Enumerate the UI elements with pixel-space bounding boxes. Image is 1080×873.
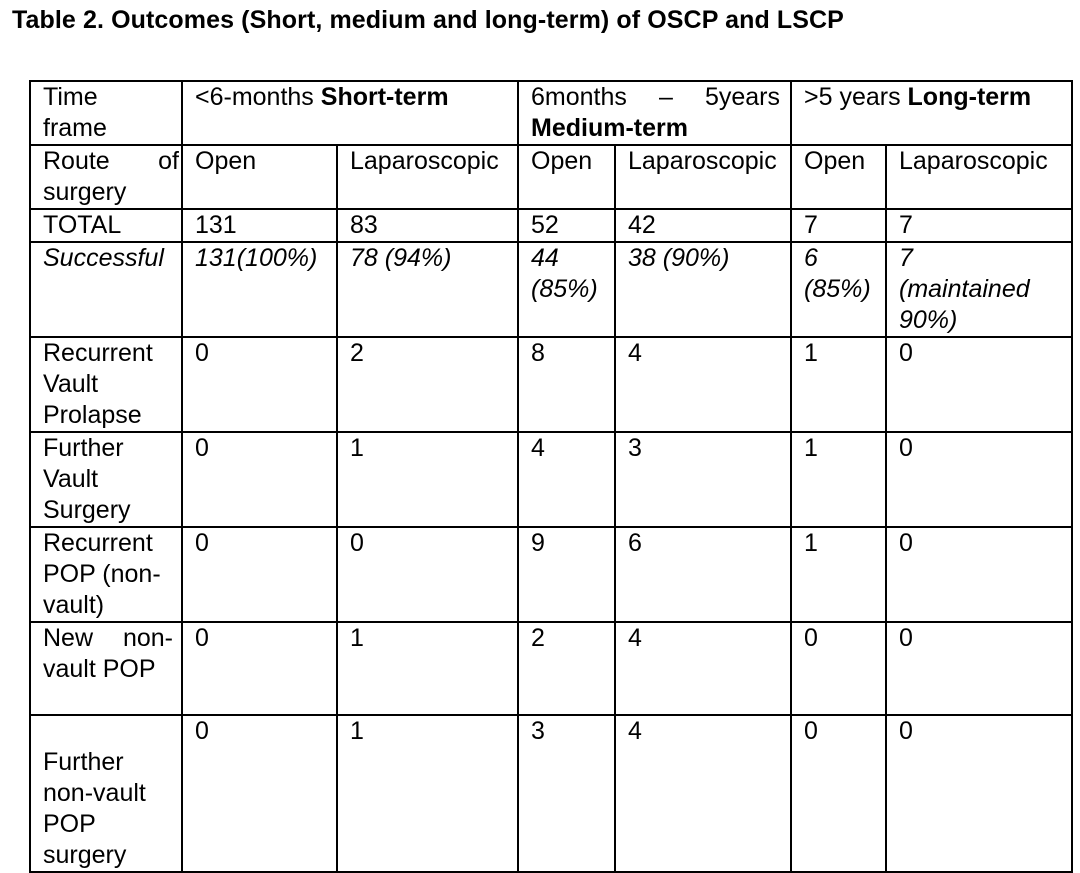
short-term-header xyxy=(182,81,518,145)
row-label-cell xyxy=(30,527,182,622)
successful-line: 44 xyxy=(531,244,559,272)
value-cell: 2 xyxy=(337,337,518,432)
successful-line: 78 (94%) xyxy=(350,244,452,272)
recurrent-pop-non-vault-row xyxy=(30,527,1072,622)
medium-term-range: 6months – 5years xyxy=(531,83,780,111)
value-cell: 0 xyxy=(886,527,1072,622)
short-term-label: Short-term xyxy=(320,83,449,111)
value-cell: 1 xyxy=(337,715,518,872)
label-spacer xyxy=(43,716,179,747)
row-label-line: Further xyxy=(43,434,124,462)
timeframe-label-line: Time xyxy=(43,83,98,111)
new-non-vault-pop-row xyxy=(30,622,1072,715)
value-cell: 8 xyxy=(518,337,615,432)
total-cell: 42 xyxy=(615,209,791,242)
outcomes-table xyxy=(29,80,1073,873)
further-non-vault-pop-surgery-row xyxy=(30,715,1072,872)
successful-line: 6 xyxy=(804,244,818,272)
successful-line: (85%) xyxy=(531,275,598,303)
row-label-line: vault) xyxy=(43,591,105,619)
successful-line: 7 xyxy=(899,244,913,272)
medium-term-header xyxy=(518,81,791,145)
recurrent-vault-prolapse-row xyxy=(30,337,1072,432)
value-cell: 0 xyxy=(337,527,518,622)
total-label: TOTAL xyxy=(30,209,182,242)
long-term-header xyxy=(791,81,1072,145)
row-label-line: surgery xyxy=(43,841,127,869)
value-cell: 0 xyxy=(182,432,337,527)
table-title: Table 2. Outcomes (Short, medium and long-term) of OSCP and LSCP xyxy=(12,6,844,34)
value-cell: 0 xyxy=(886,715,1072,872)
successful-cell xyxy=(886,242,1072,337)
header-row-timeframe xyxy=(30,81,1072,145)
value-cell: 9 xyxy=(518,527,615,622)
value-cell: 2 xyxy=(518,622,615,715)
row-label-cell xyxy=(30,715,182,872)
route-cell: Laparoscopic xyxy=(615,145,791,209)
timeframe-label-cell xyxy=(30,81,182,145)
value-cell: 0 xyxy=(886,432,1072,527)
successful-line: 90%) xyxy=(899,306,958,334)
total-cell: 52 xyxy=(518,209,615,242)
successful-line: (85%) xyxy=(804,275,871,303)
value-cell: 0 xyxy=(182,622,337,715)
successful-cell xyxy=(182,242,337,337)
row-label-line: Prolapse xyxy=(43,401,142,429)
route-label-cell xyxy=(30,145,182,209)
row-label-line: Further xyxy=(43,748,124,776)
route-label-line: surgery xyxy=(43,178,127,206)
value-cell: 4 xyxy=(518,432,615,527)
value-cell: 4 xyxy=(615,622,791,715)
row-label-line: New non- xyxy=(43,624,173,652)
value-cell: 1 xyxy=(791,432,886,527)
total-row xyxy=(30,209,1072,242)
value-cell: 0 xyxy=(182,527,337,622)
value-cell: 1 xyxy=(791,527,886,622)
row-label-line: Surgery xyxy=(43,496,131,524)
successful-cell xyxy=(615,242,791,337)
medium-term-label: Medium-term xyxy=(531,114,688,142)
row-label-line: Vault xyxy=(43,370,99,398)
total-cell: 83 xyxy=(337,209,518,242)
route-cell: Open xyxy=(182,145,337,209)
value-cell: 0 xyxy=(791,622,886,715)
row-label-line: Vault xyxy=(43,465,99,493)
total-cell: 7 xyxy=(791,209,886,242)
row-label-line: vault POP xyxy=(43,655,156,683)
route-cell: Open xyxy=(791,145,886,209)
successful-line: 38 (90%) xyxy=(628,244,730,272)
route-row xyxy=(30,145,1072,209)
value-cell: 1 xyxy=(337,622,518,715)
successful-line: 131(100%) xyxy=(195,244,318,272)
row-label-cell xyxy=(30,432,182,527)
successful-cell xyxy=(337,242,518,337)
successful-label: Successful xyxy=(30,242,182,337)
route-cell: Open xyxy=(518,145,615,209)
successful-cell xyxy=(791,242,886,337)
row-label-line: Recurrent xyxy=(43,339,153,367)
value-cell: 0 xyxy=(182,715,337,872)
row-label-line: non-vault xyxy=(43,779,146,807)
value-cell: 0 xyxy=(886,622,1072,715)
value-cell: 4 xyxy=(615,715,791,872)
row-label-cell xyxy=(30,622,182,715)
row-label-line: POP xyxy=(43,810,96,838)
timeframe-label-line: frame xyxy=(43,114,107,142)
route-cell: Laparoscopic xyxy=(886,145,1072,209)
route-cell: Laparoscopic xyxy=(337,145,518,209)
row-label-line: Recurrent xyxy=(43,529,153,557)
value-cell: 6 xyxy=(615,527,791,622)
total-cell: 131 xyxy=(182,209,337,242)
value-cell: 0 xyxy=(791,715,886,872)
value-cell: 3 xyxy=(518,715,615,872)
value-cell: 3 xyxy=(615,432,791,527)
successful-cell xyxy=(518,242,615,337)
value-cell: 0 xyxy=(886,337,1072,432)
value-cell: 0 xyxy=(182,337,337,432)
successful-line: (maintained xyxy=(899,275,1030,303)
route-label-line: Route of xyxy=(43,147,179,175)
value-cell: 1 xyxy=(337,432,518,527)
successful-row xyxy=(30,242,1072,337)
value-cell: 4 xyxy=(615,337,791,432)
total-cell: 7 xyxy=(886,209,1072,242)
long-term-label: Long-term xyxy=(907,83,1032,111)
short-term-range: <6-months xyxy=(195,83,321,111)
row-label-line: POP (non- xyxy=(43,560,161,588)
long-term-range: >5 years xyxy=(804,83,908,111)
value-cell: 1 xyxy=(791,337,886,432)
further-vault-surgery-row xyxy=(30,432,1072,527)
row-label-cell xyxy=(30,337,182,432)
